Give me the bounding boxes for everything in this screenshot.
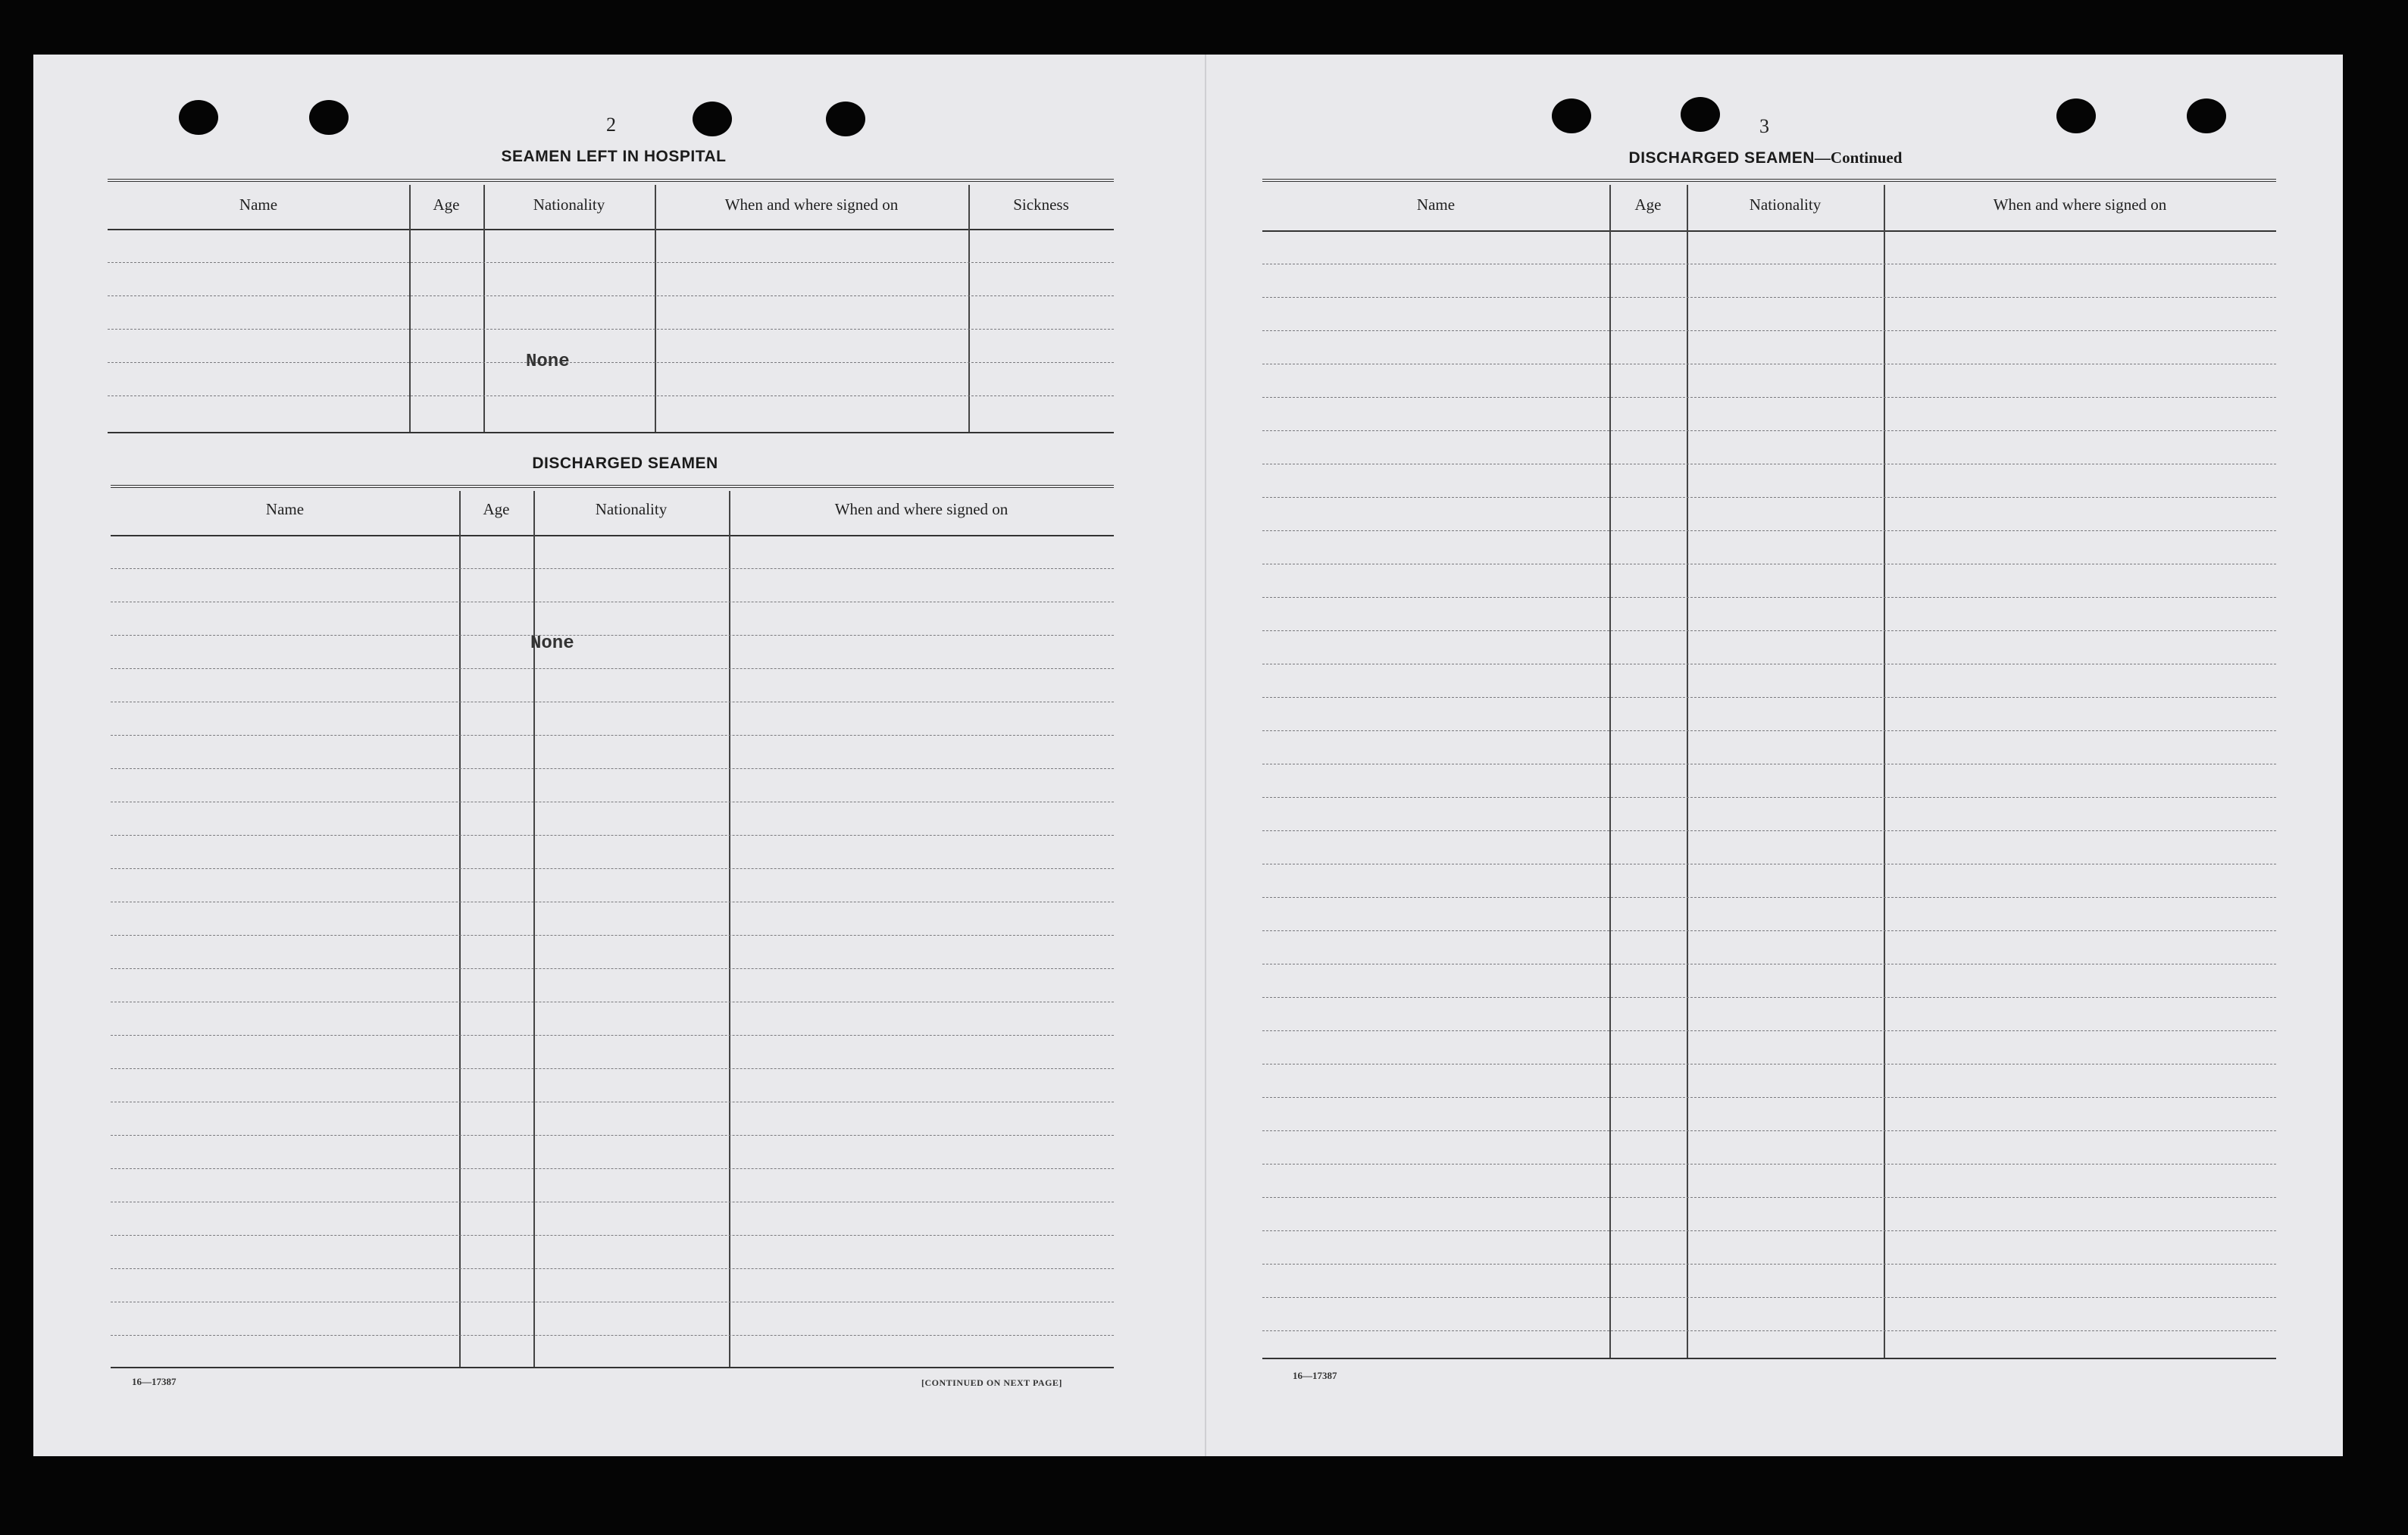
table-bottom-rule	[111, 1367, 1114, 1368]
row-rule	[1262, 630, 2276, 631]
row-rule	[111, 735, 1114, 736]
row-rule	[1262, 1097, 2276, 1098]
row-rule	[1262, 830, 2276, 831]
punch-hole	[179, 100, 218, 135]
column-header-sickness: Sickness	[1013, 195, 1069, 214]
punch-hole	[309, 100, 349, 135]
row-rule	[111, 968, 1114, 969]
page-fold	[1205, 55, 1206, 1456]
column-header-signed-on: When and where signed on	[1993, 195, 2167, 214]
row-rule	[1262, 730, 2276, 731]
hospital-section-title: SEAMEN LEFT IN HOSPITAL	[501, 148, 727, 165]
row-rule	[111, 1335, 1114, 1336]
punch-hole	[2056, 98, 2096, 133]
row-rule	[1262, 1297, 2276, 1298]
punch-hole	[1681, 97, 1720, 132]
row-rule	[111, 868, 1114, 869]
row-rule	[1262, 797, 2276, 798]
row-rule	[111, 668, 1114, 669]
row-rule	[108, 329, 1114, 330]
continued-note: [CONTINUED ON NEXT PAGE]	[921, 1377, 1062, 1388]
row-rule	[1262, 930, 2276, 931]
punch-hole	[693, 102, 732, 136]
row-rule	[1262, 597, 2276, 598]
column-header-signed-on: When and where signed on	[724, 195, 899, 214]
column-header-name: Name	[239, 195, 278, 214]
table-header-rule	[1262, 230, 2276, 232]
row-rule	[111, 1168, 1114, 1169]
row-rule	[1262, 530, 2276, 531]
table-header-rule	[111, 535, 1114, 536]
row-rule	[1262, 1164, 2276, 1165]
row-rule	[111, 635, 1114, 636]
table-header-rule	[108, 229, 1114, 230]
punch-hole	[1552, 98, 1591, 133]
column-header-age: Age	[483, 500, 510, 518]
table-top-rule	[1262, 179, 2276, 182]
column-divider	[1687, 185, 1688, 1358]
row-rule	[108, 262, 1114, 263]
stamp-none-discharged: None	[530, 633, 574, 654]
column-header-nationality: Nationality	[595, 500, 668, 518]
table-bottom-rule	[108, 432, 1114, 433]
column-header-age: Age	[1634, 195, 1662, 214]
row-rule	[111, 935, 1114, 936]
row-rule	[111, 568, 1114, 569]
row-rule	[1262, 1030, 2276, 1031]
row-rule	[1262, 1197, 2276, 1198]
column-header-nationality: Nationality	[1749, 195, 1822, 214]
row-rule	[111, 1135, 1114, 1136]
table-top-rule	[111, 485, 1114, 488]
column-header-age: Age	[433, 195, 460, 214]
form-number-right: 16—17387	[1293, 1370, 1337, 1381]
column-header-name: Name	[265, 500, 305, 518]
row-rule	[111, 1068, 1114, 1069]
row-rule	[1262, 497, 2276, 498]
title-main: DISCHARGED SEAMEN	[1628, 149, 1815, 167]
row-rule	[111, 768, 1114, 769]
page-number-left: 2	[606, 114, 616, 136]
hospital-table	[108, 179, 1114, 435]
row-rule	[1262, 1130, 2276, 1131]
row-rule	[1262, 297, 2276, 298]
row-rule	[1262, 697, 2276, 698]
row-rule	[108, 395, 1114, 396]
row-rule	[1262, 1230, 2276, 1231]
punch-hole	[2187, 98, 2226, 133]
punch-hole	[826, 102, 865, 136]
row-rule	[108, 295, 1114, 296]
row-rule	[1262, 1330, 2276, 1331]
table-top-rule	[108, 179, 1114, 182]
column-header-signed-on: When and where signed on	[834, 500, 1009, 518]
row-rule	[1262, 997, 2276, 998]
discharged-table-right	[1262, 179, 2276, 1361]
row-rule	[111, 1268, 1114, 1269]
row-rule	[108, 362, 1114, 363]
row-rule	[1262, 397, 2276, 398]
table-bottom-rule	[1262, 1358, 2276, 1359]
row-rule	[1262, 1264, 2276, 1265]
row-rule	[111, 1235, 1114, 1236]
row-rule	[111, 835, 1114, 836]
row-rule	[1262, 330, 2276, 331]
stamp-none-hospital: None	[526, 352, 570, 372]
discharged-continued-title	[1553, 148, 1978, 167]
discharged-section-title: DISCHARGED SEAMEN	[532, 455, 718, 472]
column-header-name: Name	[1416, 195, 1456, 214]
column-header-nationality: Nationality	[533, 195, 605, 214]
column-divider	[1884, 185, 1885, 1358]
column-divider	[1609, 185, 1611, 1358]
form-number-left: 16—17387	[132, 1376, 177, 1387]
row-rule	[111, 1035, 1114, 1036]
title-suffix: —Continued	[1814, 148, 1903, 167]
page-number-right: 3	[1759, 115, 1769, 137]
row-rule	[1262, 897, 2276, 898]
discharged-table-left	[111, 485, 1114, 1370]
row-rule	[1262, 430, 2276, 431]
